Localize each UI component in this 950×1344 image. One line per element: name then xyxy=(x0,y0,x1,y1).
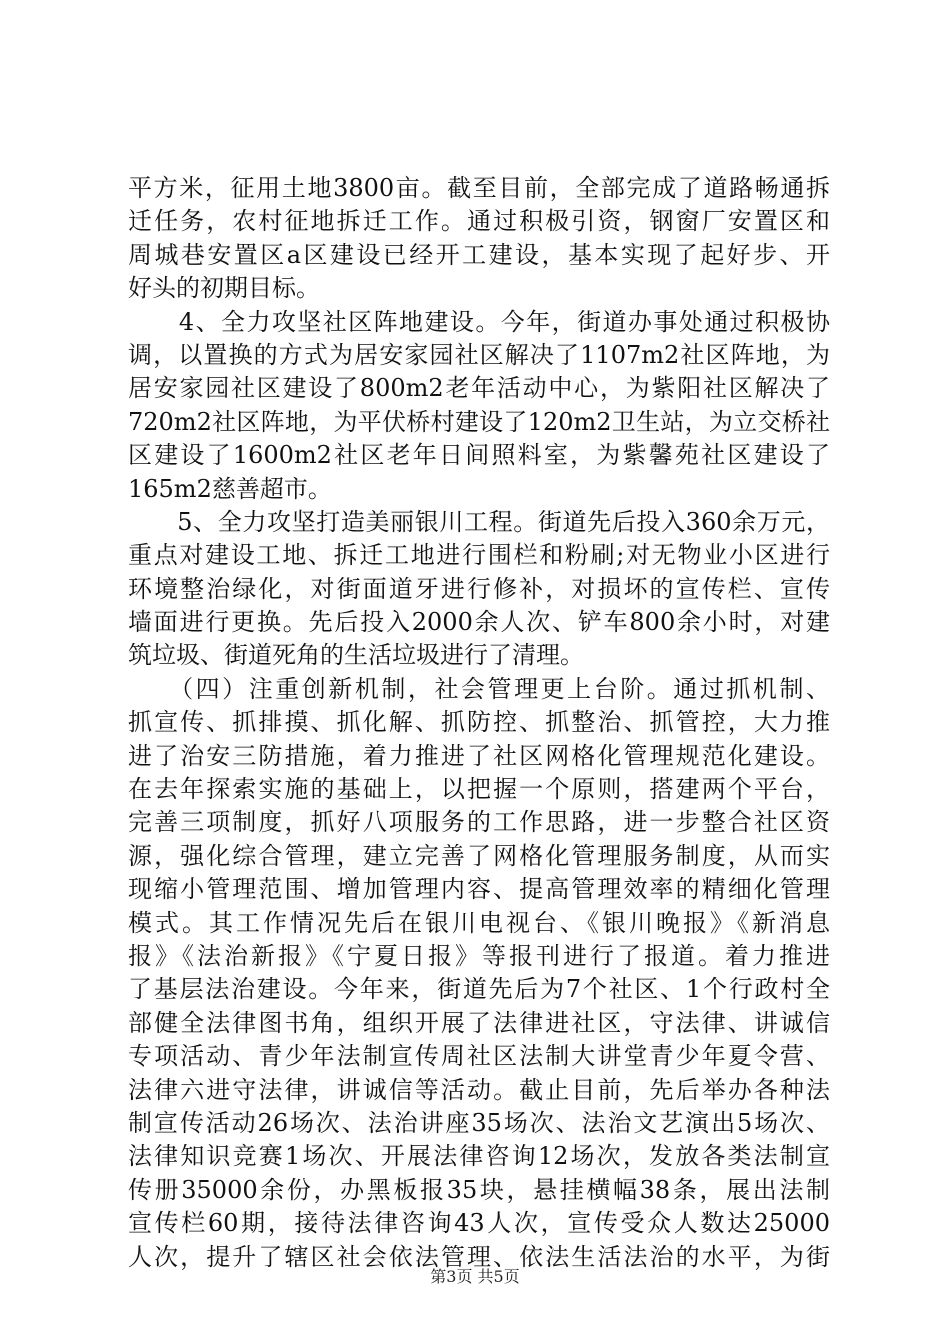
text-line: 区建设了1600m2社区老年日间照料室，为紫馨苑社区建设了 xyxy=(128,441,830,470)
text-line: 墙面进行更换。先后投入2000余人次、铲车800余小时，对建 xyxy=(128,608,830,637)
text-line: 制宣传活动26场次、法治讲座35场次、法治文艺演出5场次、 xyxy=(128,1108,830,1137)
text-line: 人次，提升了辖区社会依法管理、依法生活法治的水平，为街 xyxy=(128,1242,830,1271)
text-line: 法律六进守法律，讲诚信等活动。截止目前，先后举办各种法 xyxy=(128,1075,830,1104)
text-line: 5、全力攻坚打造美丽银川工程。街道先后投入360余万元， xyxy=(128,507,830,536)
text-line: 好头的初期目标。 xyxy=(128,274,320,303)
text-line: 完善三项制度，抓好八项服务的工作思路，进一步整合社区资 xyxy=(128,808,830,837)
text-line: 在去年探索实施的基础上，以把握一个原则，搭建两个平台， xyxy=(128,775,830,804)
text-line: 筑垃圾、街道死角的生活垃圾进行了清理。 xyxy=(128,641,584,670)
text-line: 720m2社区阵地，为平伏桥村建设了120m2卫生站，为立交桥社 xyxy=(128,407,830,436)
text-line: 源，强化综合管理，建立完善了网格化管理服务制度，从而实 xyxy=(128,841,830,870)
text-line: 传册35000余份，办黑板报35块，悬挂横幅38条，展出法制 xyxy=(128,1175,830,1204)
text-line: 迁任务，农村征地拆迁工作。通过积极引资，钢窗厂安置区和 xyxy=(128,207,830,236)
text-line: 165m2慈善超市。 xyxy=(128,474,332,503)
text-line: 调，以置换的方式为居安家园社区解决了1107m2社区阵地，为 xyxy=(128,340,830,369)
text-line: 环境整治绿化，对街面道牙进行修补，对损坏的宣传栏、宣传 xyxy=(128,574,830,603)
text-line: 法律知识竞赛1场次、开展法律咨询12场次，发放各类法制宣 xyxy=(128,1142,830,1171)
text-line: 重点对建设工地、拆迁工地进行围栏和粉刷;对无物业小区进行 xyxy=(128,541,830,570)
text-line: 居安家园社区建设了800m2老年活动中心，为紫阳社区解决了 xyxy=(128,374,830,403)
text-line: 报》《法治新报》《宁夏日报》等报刊进行了报道。着力推进 xyxy=(128,941,830,970)
text-line: 了基层法治建设。今年来，街道先后为7个社区、1个行政村全 xyxy=(128,975,830,1004)
text-line: 专项活动、青少年法制宣传周社区法制大讲堂青少年夏令营、 xyxy=(128,1042,830,1071)
text-line: 进了治安三防措施，着力推进了社区网格化管理规范化建设。 xyxy=(128,741,830,770)
text-line: 周城巷安置区a区建设已经开工建设，基本实现了起好步、开 xyxy=(128,240,830,269)
page-footer: 第3页 共5页 xyxy=(430,1267,520,1286)
text-line: 模式。其工作情况先后在银川电视台、《银川晚报》《新消息 xyxy=(128,908,830,937)
body-text xyxy=(128,172,830,1274)
text-line: 部健全法律图书角，组织开展了法律进社区，守法律、讲诚信 xyxy=(128,1008,830,1037)
text-line: 现缩小管理范围、增加管理内容、提高管理效率的精细化管理 xyxy=(128,875,830,904)
text-line: 宣传栏60期，接待法律咨询43人次，宣传受众人数达25000 xyxy=(128,1209,830,1238)
text-line: 4、全力攻坚社区阵地建设。今年，街道办事处通过积极协 xyxy=(128,307,830,336)
text-line: （四）注重创新机制，社会管理更上台阶。通过抓机制、 xyxy=(128,674,830,703)
text-line: 抓宣传、抓排摸、抓化解、抓防控、抓整治、抓管控，大力推 xyxy=(128,708,830,737)
text-line: 平方米，征用土地3800亩。截至目前，全部完成了道路畅通拆 xyxy=(128,174,830,202)
